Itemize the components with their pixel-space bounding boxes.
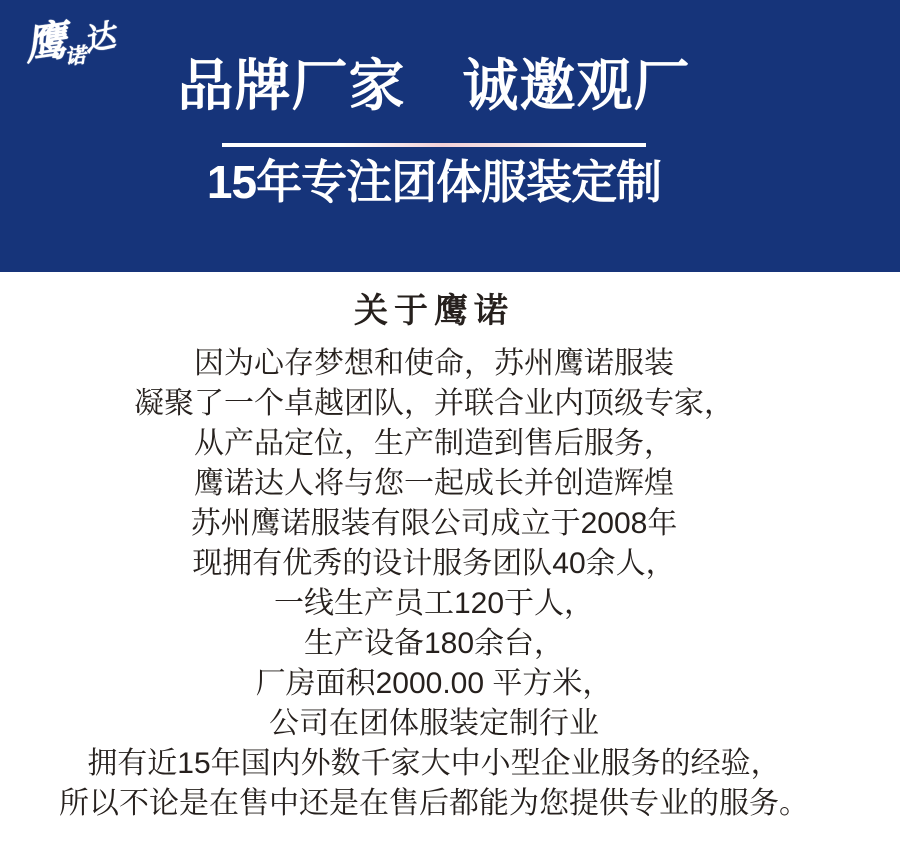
about-line: 凝聚了一个卓越团队，并联合业内顶级专家， <box>134 387 734 420</box>
about-paragraph <box>0 344 884 824</box>
about-line: 公司在团体服装定制行业 <box>269 707 599 740</box>
banner-title: 品牌厂家 诚邀观厂 <box>177 54 691 117</box>
logo-char-ying: 鹰 <box>21 16 70 69</box>
about-line: 厂房面积2000.00 平方米， <box>255 667 613 700</box>
about-section <box>0 272 884 824</box>
about-line: 苏州鹰诺服装有限公司成立于2008年 <box>190 507 678 540</box>
about-line: 所以不论是在售中还是在售后都能为您提供专业的服务。 <box>59 787 809 820</box>
about-line: 生产设备180余台， <box>303 627 565 660</box>
about-line: 因为心存梦想和使命，苏州鹰诺服装 <box>194 347 674 380</box>
about-line: 现拥有优秀的设计服务团队40余人， <box>192 547 676 580</box>
about-line: 从产品定位，生产制造到售后服务， <box>194 427 674 460</box>
logo-char-da: 达 <box>80 17 119 59</box>
about-heading: 关于鹰诺 <box>354 292 514 330</box>
about-line: 拥有近15年国内外数千家大中小型企业服务的经验， <box>87 747 781 780</box>
about-line: 鹰诺达人将与您一起成长并创造辉煌 <box>194 467 674 500</box>
banner-subtitle: 15年专注团体服装定制 <box>206 156 662 208</box>
title-divider-line <box>222 143 646 147</box>
logo-char-nuo: 诺 <box>63 44 87 70</box>
header-banner <box>0 0 900 272</box>
header-text-stack <box>0 0 884 208</box>
about-line: 一线生产员工120于人， <box>273 587 595 620</box>
